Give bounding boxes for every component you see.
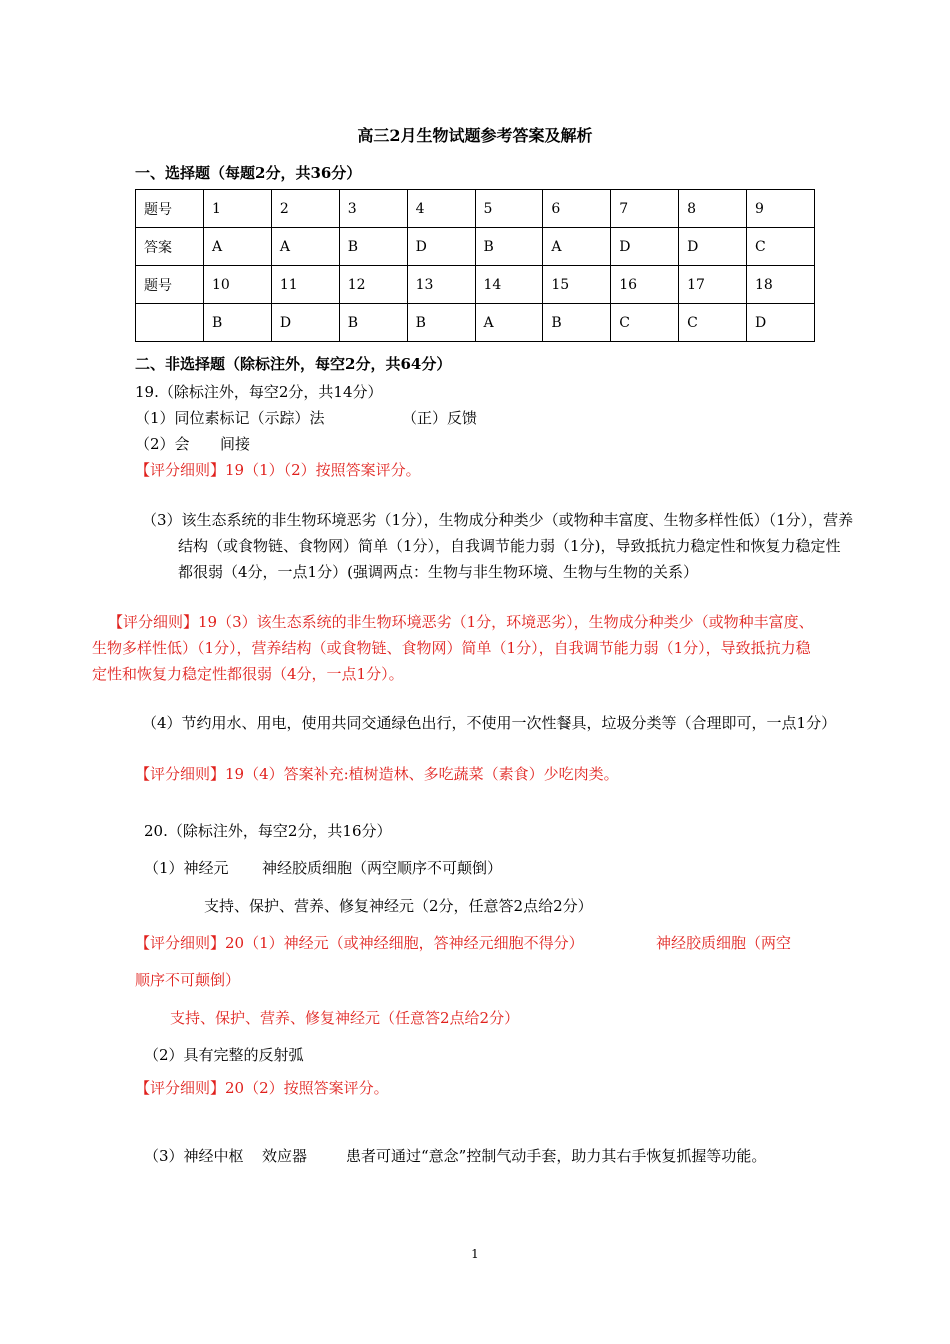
q19-answer-1: （1）同位素标记（示踪）法 [135,409,325,427]
q20-answer-3c: 患者可通过“意念”控制气动手套，助力其右手恢复抓握等功能。 [346,1147,767,1165]
q20-answer-1: （1）神经元 [144,859,229,877]
q20-answer-2: （2）具有完整的反射弧 [144,1046,304,1064]
table-cell: A [204,228,272,266]
section-heading-choice: 一、选择题（每题2分，共36分） [135,164,362,182]
table-cell: B [339,304,407,342]
table-cell: 13 [407,266,475,304]
table-row [136,266,815,304]
q19-answer-2b: 间接 [220,435,251,453]
table-cell: 18 [747,266,815,304]
answer-table [135,189,815,342]
table-cell: B [407,304,475,342]
q19-answer-4: （4）节约用水、用电，使用共同交通绿色出行，不使用一次性餐具，垃圾分类等（合理即可，一点1分） [142,714,837,732]
q20-grading-1c: 顺序不可颠倒） [135,971,241,989]
table-cell: 12 [339,266,407,304]
q20-grading-1a: 【评分细则】20（1）神经元（或神经细胞，答神经元细胞不得分） [135,934,584,952]
table-cell: 5 [475,190,543,228]
table-cell: 6 [543,190,611,228]
table-cell: D [271,304,339,342]
table-cell: 7 [611,190,679,228]
q20-answer-1b: 神经胶质细胞（两空顺序不可颠倒） [262,859,503,877]
table-cell: 16 [611,266,679,304]
table-cell: 答案 [136,228,204,266]
q20-grading-1b: 神经胶质细胞（两空 [656,934,792,952]
table-cell: 11 [271,266,339,304]
table-row [136,190,815,228]
table-cell: A [475,304,543,342]
q19-answer-1b: （正）反馈 [402,409,478,427]
table-cell: 题号 [136,190,204,228]
table-cell: D [747,304,815,342]
table-cell: 2 [271,190,339,228]
page-number: 1 [471,1247,479,1261]
table-cell: 3 [339,190,407,228]
table-cell: C [679,304,747,342]
table-cell: 14 [475,266,543,304]
table-cell: 1 [204,190,272,228]
table-cell: 17 [679,266,747,304]
q19-grading-4: 【评分细则】19（4）答案补充:植树造林、多吃蔬菜（素食）少吃肉类。 [135,765,619,783]
q19-header: 19.（除标注外，每空2分，共14分） [135,383,383,401]
q20-answer-1c: 支持、保护、营养、修复神经元（2分，任意答2点给2分） [204,897,593,915]
table-cell: D [611,228,679,266]
q20-grading-1d: 支持、保护、营养、修复神经元（任意答2点给2分） [170,1009,520,1027]
table-cell: 10 [204,266,272,304]
table-cell: B [339,228,407,266]
q20-answer-3: （3）神经中枢 [144,1147,244,1165]
q20-header: 20.（除标注外，每空2分，共16分） [144,822,392,840]
table-cell: D [679,228,747,266]
table-cell: B [543,304,611,342]
table-row [136,304,815,342]
table-cell: 15 [543,266,611,304]
q19-answer-3: （3）该生态系统的非生物环境恶劣（1分），生物成分种类少（或物种丰富度、生物多样性低）（1分），营养结构（或食物链、食物网）简单（1分），自我调节能力弱（1分)，导致抵抗力稳定性和恢复力稳定性都很弱（4分，一点1分）(强调两点：生物与非生物环境、生物与生物的关系） [142,511,854,581]
table-cell: 8 [679,190,747,228]
table-cell: C [611,304,679,342]
page-title: 高三2月生物试题参考答案及解析 [357,126,593,145]
table-cell: 题号 [136,266,204,304]
table-cell: C [747,228,815,266]
table-cell: A [271,228,339,266]
table-cell: B [204,304,272,342]
q19-grading-1: 【评分细则】19（1）（2）按照答案评分。 [135,461,421,479]
q19-answer-2: （2）会 [135,435,190,453]
table-cell: B [475,228,543,266]
q20-answer-3b: 效应器 [262,1147,308,1165]
table-row [136,228,815,266]
table-cell: A [543,228,611,266]
table-cell: D [407,228,475,266]
q20-grading-2: 【评分细则】20（2）按照答案评分。 [135,1079,389,1097]
q19-grading-3: 【评分细则】19（3）该生态系统的非生物环境恶劣（1分，环境恶劣），生物成分种类少（或物种丰富度、生物多样性低）（1分），营养结构（或食物链、食物网）简单（1分），自我调节能力弱（1分），导致抵抗力稳定性和恢复力稳定性都很弱（4分，一点1分）。 [92,613,814,683]
table-cell: 9 [747,190,815,228]
section-heading-nonchoice: 二、非选择题（除标注外，每空2分，共64分） [135,355,452,373]
table-cell: 4 [407,190,475,228]
table-cell [136,304,204,342]
